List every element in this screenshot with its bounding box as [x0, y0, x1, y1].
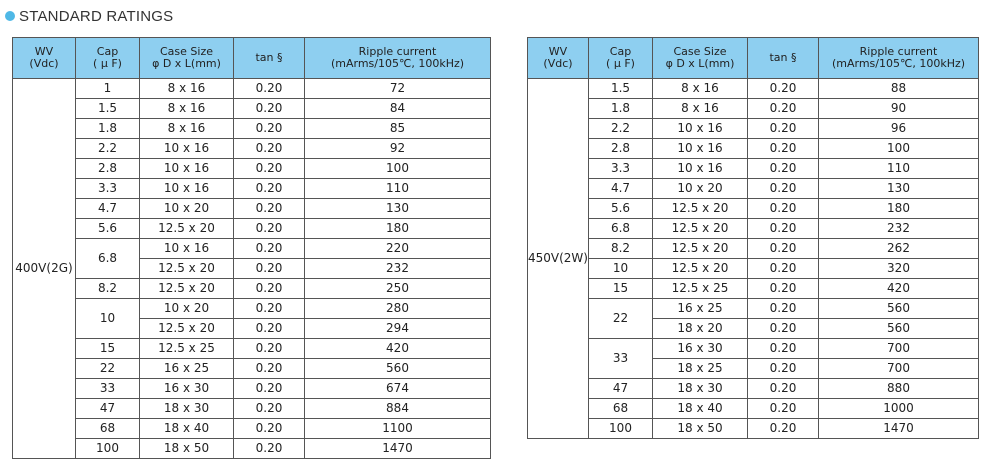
tan-delta-cell: 0.20	[234, 319, 305, 339]
table-row	[528, 279, 979, 299]
tan-delta-cell: 0.20	[748, 279, 819, 299]
tan-delta-cell: 0.20	[234, 299, 305, 319]
table-row	[13, 79, 491, 99]
section-title	[5, 6, 173, 26]
case-size-cell: 12.5 x 25	[140, 339, 234, 359]
header-cap: Cap ( μ F)	[76, 38, 140, 79]
table-row	[13, 219, 491, 239]
tan-delta-cell: 0.20	[234, 179, 305, 199]
case-size-cell: 12.5 x 20	[653, 239, 748, 259]
tan-delta-cell: 0.20	[234, 419, 305, 439]
table-row	[528, 199, 979, 219]
case-size-cell: 8 x 16	[140, 79, 234, 99]
cap-cell: 5.6	[589, 199, 653, 219]
table-row	[528, 99, 979, 119]
table-row	[528, 119, 979, 139]
cap-cell: 1.8	[589, 99, 653, 119]
table-row	[528, 419, 979, 439]
header-row	[13, 38, 491, 79]
ripple-current-cell: 85	[305, 119, 491, 139]
ripple-current-cell: 420	[305, 339, 491, 359]
case-size-cell: 8 x 16	[653, 79, 748, 99]
tan-delta-cell: 0.20	[234, 119, 305, 139]
tan-delta-cell: 0.20	[234, 159, 305, 179]
tan-delta-cell: 0.20	[748, 79, 819, 99]
case-size-cell: 16 x 25	[140, 359, 234, 379]
header-case-size: Case Size φ D x L(mm)	[653, 38, 748, 79]
table-row	[13, 99, 491, 119]
ratings-table-450v	[527, 37, 979, 439]
case-size-cell: 10 x 16	[140, 239, 234, 259]
tan-delta-cell: 0.20	[748, 399, 819, 419]
tan-delta-cell: 0.20	[234, 239, 305, 259]
cap-cell: 15	[76, 339, 140, 359]
case-size-cell: 12.5 x 20	[653, 199, 748, 219]
table-row	[13, 299, 491, 319]
case-size-cell: 16 x 25	[653, 299, 748, 319]
case-size-cell: 10 x 20	[140, 199, 234, 219]
table-row	[13, 279, 491, 299]
case-size-cell: 18 x 50	[653, 419, 748, 439]
table-row	[528, 139, 979, 159]
cap-cell: 8.2	[589, 239, 653, 259]
table-row	[528, 299, 979, 319]
table-row	[528, 259, 979, 279]
table-row	[528, 159, 979, 179]
case-size-cell: 18 x 40	[140, 419, 234, 439]
cap-cell: 100	[589, 419, 653, 439]
cap-cell: 4.7	[589, 179, 653, 199]
ripple-current-cell: 420	[819, 279, 979, 299]
case-size-cell: 12.5 x 20	[140, 219, 234, 239]
case-size-cell: 8 x 16	[140, 99, 234, 119]
ripple-current-cell: 220	[305, 239, 491, 259]
case-size-cell: 10 x 20	[140, 299, 234, 319]
header-case-size: Case Size φ D x L(mm)	[140, 38, 234, 79]
cap-cell: 10	[589, 259, 653, 279]
ripple-current-cell: 72	[305, 79, 491, 99]
ripple-current-cell: 130	[305, 199, 491, 219]
cap-cell: 6.8	[76, 239, 140, 279]
tan-delta-cell: 0.20	[748, 299, 819, 319]
tan-delta-cell: 0.20	[748, 219, 819, 239]
case-size-cell: 10 x 16	[140, 179, 234, 199]
case-size-cell: 12.5 x 20	[140, 259, 234, 279]
tan-delta-cell: 0.20	[748, 419, 819, 439]
table-row	[13, 159, 491, 179]
ripple-current-cell: 110	[305, 179, 491, 199]
cap-cell: 2.8	[76, 159, 140, 179]
header-tan-delta: tan §	[234, 38, 305, 79]
ripple-current-cell: 280	[305, 299, 491, 319]
cap-cell: 1.5	[76, 99, 140, 119]
tan-delta-cell: 0.20	[748, 319, 819, 339]
ripple-current-cell: 674	[305, 379, 491, 399]
ripple-current-cell: 250	[305, 279, 491, 299]
ripple-current-cell: 884	[305, 399, 491, 419]
cap-cell: 3.3	[589, 159, 653, 179]
case-size-cell: 12.5 x 20	[140, 319, 234, 339]
table-row	[528, 399, 979, 419]
case-size-cell: 18 x 25	[653, 359, 748, 379]
header-wv: WV (Vdc)	[528, 38, 589, 79]
tan-delta-cell: 0.20	[234, 339, 305, 359]
table-row	[13, 199, 491, 219]
cap-cell: 33	[76, 379, 140, 399]
ripple-current-cell: 320	[819, 259, 979, 279]
cap-cell: 2.2	[589, 119, 653, 139]
table-header	[528, 38, 979, 79]
ripple-current-cell: 1000	[819, 399, 979, 419]
table-row	[13, 179, 491, 199]
tan-delta-cell: 0.20	[748, 179, 819, 199]
tan-delta-cell: 0.20	[748, 99, 819, 119]
cap-cell: 100	[76, 439, 140, 459]
tan-delta-cell: 0.20	[748, 379, 819, 399]
tan-delta-cell: 0.20	[748, 339, 819, 359]
table-row	[528, 179, 979, 199]
case-size-cell: 18 x 40	[653, 399, 748, 419]
table-row	[13, 399, 491, 419]
cap-cell: 47	[589, 379, 653, 399]
ripple-current-cell: 880	[819, 379, 979, 399]
ripple-current-cell: 90	[819, 99, 979, 119]
cap-cell: 1	[76, 79, 140, 99]
tan-delta-cell: 0.20	[234, 99, 305, 119]
ripple-current-cell: 1100	[305, 419, 491, 439]
table-body	[13, 79, 491, 459]
case-size-cell: 10 x 20	[653, 179, 748, 199]
table-row	[13, 239, 491, 259]
tan-delta-cell: 0.20	[748, 119, 819, 139]
table-row	[13, 139, 491, 159]
case-size-cell: 10 x 16	[653, 119, 748, 139]
case-size-cell: 8 x 16	[140, 119, 234, 139]
table-row	[528, 339, 979, 359]
cap-cell: 8.2	[76, 279, 140, 299]
cap-cell: 33	[589, 339, 653, 379]
tan-delta-cell: 0.20	[234, 199, 305, 219]
cap-cell: 22	[589, 299, 653, 339]
table-row	[13, 439, 491, 459]
cap-cell: 68	[76, 419, 140, 439]
case-size-cell: 16 x 30	[140, 379, 234, 399]
ripple-current-cell: 262	[819, 239, 979, 259]
ripple-current-cell: 1470	[819, 419, 979, 439]
bullet-dot-icon	[5, 11, 15, 21]
tan-delta-cell: 0.20	[748, 259, 819, 279]
tan-delta-cell: 0.20	[234, 79, 305, 99]
wv-cell: 400V(2G)	[13, 79, 76, 459]
case-size-cell: 12.5 x 25	[653, 279, 748, 299]
case-size-cell: 12.5 x 20	[653, 219, 748, 239]
ripple-current-cell: 1470	[305, 439, 491, 459]
cap-cell: 22	[76, 359, 140, 379]
header-row	[528, 38, 979, 79]
case-size-cell: 12.5 x 20	[140, 279, 234, 299]
ripple-current-cell: 180	[305, 219, 491, 239]
case-size-cell: 12.5 x 20	[653, 259, 748, 279]
cap-cell: 1.8	[76, 119, 140, 139]
tan-delta-cell: 0.20	[234, 279, 305, 299]
case-size-cell: 10 x 16	[653, 159, 748, 179]
ripple-current-cell: 100	[305, 159, 491, 179]
header-tan-delta: tan §	[748, 38, 819, 79]
ripple-current-cell: 180	[819, 199, 979, 219]
table-row	[528, 219, 979, 239]
table-row	[528, 79, 979, 99]
tan-delta-cell: 0.20	[748, 199, 819, 219]
case-size-cell: 18 x 30	[653, 379, 748, 399]
cap-cell: 10	[76, 299, 140, 339]
tan-delta-cell: 0.20	[234, 139, 305, 159]
ripple-current-cell: 110	[819, 159, 979, 179]
section-title-text: STANDARD RATINGS	[19, 7, 174, 25]
case-size-cell: 18 x 50	[140, 439, 234, 459]
cap-cell: 47	[76, 399, 140, 419]
table-row	[13, 119, 491, 139]
ripple-current-cell: 560	[819, 299, 979, 319]
tan-delta-cell: 0.20	[748, 139, 819, 159]
case-size-cell: 18 x 30	[140, 399, 234, 419]
ripple-current-cell: 232	[819, 219, 979, 239]
case-size-cell: 10 x 16	[140, 159, 234, 179]
cap-cell: 4.7	[76, 199, 140, 219]
case-size-cell: 10 x 16	[653, 139, 748, 159]
cap-cell: 5.6	[76, 219, 140, 239]
header-cap: Cap ( μ F)	[589, 38, 653, 79]
header-wv: WV (Vdc)	[13, 38, 76, 79]
table-row	[13, 419, 491, 439]
header-ripple-current: Ripple current (mArms/105℃, 100kHz)	[819, 38, 979, 79]
tan-delta-cell: 0.20	[234, 379, 305, 399]
tan-delta-cell: 0.20	[234, 399, 305, 419]
table-row	[528, 379, 979, 399]
tan-delta-cell: 0.20	[234, 219, 305, 239]
cap-cell: 3.3	[76, 179, 140, 199]
case-size-cell: 10 x 16	[140, 139, 234, 159]
ripple-current-cell: 92	[305, 139, 491, 159]
ripple-current-cell: 84	[305, 99, 491, 119]
table-row	[528, 239, 979, 259]
ripple-current-cell: 96	[819, 119, 979, 139]
table-row	[13, 339, 491, 359]
case-size-cell: 18 x 20	[653, 319, 748, 339]
case-size-cell: 8 x 16	[653, 99, 748, 119]
ripple-current-cell: 130	[819, 179, 979, 199]
tan-delta-cell: 0.20	[748, 159, 819, 179]
tan-delta-cell: 0.20	[748, 359, 819, 379]
cap-cell: 15	[589, 279, 653, 299]
wv-cell: 450V(2W)	[528, 79, 589, 439]
ripple-current-cell: 294	[305, 319, 491, 339]
table-row	[13, 359, 491, 379]
header-ripple-current: Ripple current (mArms/105℃, 100kHz)	[305, 38, 491, 79]
ratings-table-400v	[12, 37, 491, 459]
cap-cell: 2.8	[589, 139, 653, 159]
table-row	[13, 379, 491, 399]
cap-cell: 1.5	[589, 79, 653, 99]
tan-delta-cell: 0.20	[234, 259, 305, 279]
case-size-cell: 16 x 30	[653, 339, 748, 359]
ripple-current-cell: 88	[819, 79, 979, 99]
tan-delta-cell: 0.20	[748, 239, 819, 259]
ripple-current-cell: 560	[305, 359, 491, 379]
ripple-current-cell: 100	[819, 139, 979, 159]
table-header	[13, 38, 491, 79]
ripple-current-cell: 700	[819, 339, 979, 359]
tan-delta-cell: 0.20	[234, 439, 305, 459]
table-body	[528, 79, 979, 439]
cap-cell: 2.2	[76, 139, 140, 159]
tan-delta-cell: 0.20	[234, 359, 305, 379]
ripple-current-cell: 560	[819, 319, 979, 339]
cap-cell: 68	[589, 399, 653, 419]
ripple-current-cell: 700	[819, 359, 979, 379]
ripple-current-cell: 232	[305, 259, 491, 279]
cap-cell: 6.8	[589, 219, 653, 239]
